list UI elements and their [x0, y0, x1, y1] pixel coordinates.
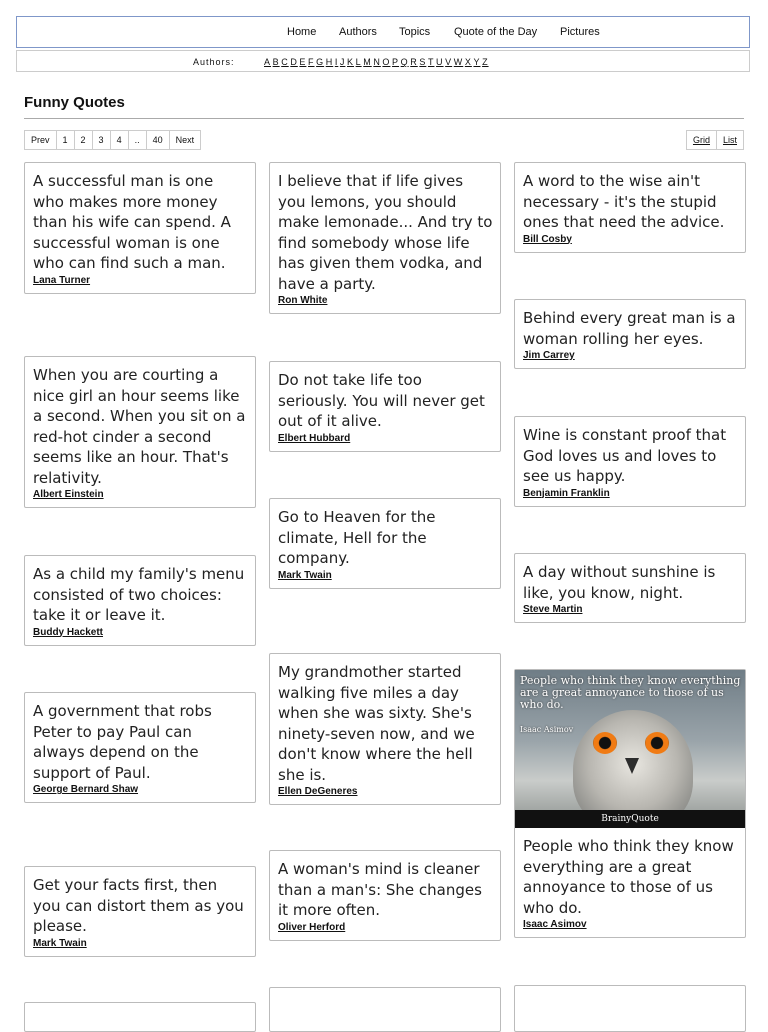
author-letter-w[interactable]: W: [453, 57, 464, 67]
quote-author[interactable]: Lana Turner: [33, 274, 91, 286]
author-letter-j[interactable]: J: [339, 57, 346, 67]
image-caption-author: Isaac Asimov: [520, 725, 574, 734]
quote-text[interactable]: Do not take life too seriously. You will never get out of it alive.: [278, 371, 485, 430]
quote-text[interactable]: My grandmother started walking five miles a day when she was sixty. She's ninety-seven now, and we don't know where the hell she is.: [278, 663, 475, 784]
author-letter-t[interactable]: T: [427, 57, 435, 67]
quote-card: [24, 162, 256, 294]
author-letter-c[interactable]: C: [281, 57, 289, 67]
author-letter-k[interactable]: K: [347, 57, 355, 67]
quote-text[interactable]: Wine is constant proof that God loves us and loves to see us happy.: [523, 426, 727, 485]
owl-beak: [625, 758, 639, 774]
author-letter-z[interactable]: Z: [482, 57, 489, 67]
quote-card: [514, 553, 746, 623]
author-letter-u[interactable]: U: [436, 57, 444, 67]
quote-text[interactable]: People who think they know everything are a great annoyance to those of us who do.: [523, 837, 734, 917]
author-letter-s[interactable]: S: [419, 57, 427, 67]
author-letter-o[interactable]: O: [382, 57, 391, 67]
next-page-button[interactable]: Next: [169, 130, 202, 150]
quote-card: [514, 299, 746, 369]
author-letter-m[interactable]: M: [363, 57, 372, 67]
quote-author[interactable]: Mark Twain: [278, 569, 332, 581]
quote-author[interactable]: Steve Martin: [523, 604, 583, 615]
page-3-link[interactable]: 3: [92, 130, 111, 150]
title-divider: [24, 118, 744, 119]
quote-text[interactable]: Go to Heaven for the climate, Hell for the company.: [278, 508, 436, 567]
quote-card: [24, 692, 256, 803]
quote-author[interactable]: Benjamin Franklin: [523, 487, 610, 499]
quote-text[interactable]: As a child my family's menu consisted of two choices: take it or leave it.: [33, 565, 245, 624]
author-letter-y[interactable]: Y: [473, 57, 481, 67]
author-letter-r[interactable]: R: [410, 57, 418, 67]
brand-logo: BrainyQuote: [515, 810, 745, 828]
quote-text[interactable]: When you are courting a nice girl an hour seems like a second. When you sit on a red-hot cinder a second seems like an hour. That's relativity.: [33, 366, 246, 487]
quote-text[interactable]: Get your facts first, then you can distort them as you please.: [33, 876, 244, 935]
author-letter-l[interactable]: L: [355, 57, 362, 67]
author-letter-d[interactable]: D: [290, 57, 298, 67]
author-letter-v[interactable]: V: [445, 57, 453, 67]
quote-card: [24, 356, 256, 508]
quote-author[interactable]: Bill Cosby: [523, 233, 572, 245]
quote-card: [514, 416, 746, 507]
grid-view-button[interactable]: Grid: [686, 130, 717, 150]
list-view-button[interactable]: List: [716, 130, 744, 150]
picture-quote-card: [514, 669, 746, 938]
owl-eye-left: [593, 732, 617, 754]
quote-card-partial: [24, 1002, 256, 1032]
quote-author[interactable]: Isaac Asimov: [523, 919, 587, 930]
quote-author[interactable]: Jim Carrey: [523, 350, 575, 361]
nav-pictures[interactable]: Pictures: [560, 26, 600, 38]
owl-eye-right: [645, 732, 669, 754]
quote-author[interactable]: Oliver Herford: [278, 921, 346, 933]
quote-card: [269, 162, 501, 314]
prev-page-button[interactable]: Prev: [24, 130, 57, 150]
quote-text[interactable]: Behind every great man is a woman rolling her eyes.: [523, 309, 736, 348]
author-letter-b[interactable]: B: [272, 57, 280, 67]
page-4-link[interactable]: 4: [110, 130, 129, 150]
author-letter-p[interactable]: P: [392, 57, 400, 67]
author-letter-i[interactable]: I: [334, 57, 339, 67]
quote-text[interactable]: I believe that if life gives you lemons, you should make lemonade... And try to find somebody whose life has given them vodka, and have a party.: [278, 172, 493, 293]
owl-quote-image[interactable]: [515, 670, 745, 828]
quote-card: [269, 653, 501, 805]
quote-text[interactable]: A successful man is one who makes more money than his wife can spend. A successful woman is one who can find such a man.: [33, 172, 231, 272]
author-letter-f[interactable]: F: [308, 57, 315, 67]
nav-quote-of-the-day[interactable]: Quote of the Day: [454, 26, 538, 38]
quote-text[interactable]: A woman's mind is cleaner than a man's: She changes it more often.: [278, 860, 482, 919]
quote-card: [24, 555, 256, 646]
quote-text[interactable]: A word to the wise ain't necessary - it's the stupid ones that need the advice.: [523, 172, 725, 231]
author-letter-x[interactable]: X: [464, 57, 472, 67]
quote-text[interactable]: A government that robs Peter to pay Paul can always depend on the support of Paul.: [33, 702, 212, 782]
view-toggle: [687, 130, 744, 150]
page-40-link[interactable]: 40: [146, 130, 170, 150]
quote-card-partial: [269, 987, 501, 1032]
pagination: [24, 130, 200, 150]
author-letter-q[interactable]: Q: [400, 57, 409, 67]
quote-card: [514, 162, 746, 253]
quote-card: [269, 850, 501, 941]
quote-author[interactable]: George Bernard Shaw: [33, 784, 139, 795]
image-caption: People who think they know everything are a great annoyance to those of us who do.: [520, 674, 741, 711]
page-ellipsis: ..: [128, 130, 147, 150]
page-title: Funny Quotes: [24, 94, 125, 111]
page-2-link[interactable]: 2: [74, 130, 93, 150]
nav-home[interactable]: Home: [287, 26, 317, 38]
quote-card: [269, 361, 501, 452]
quote-author[interactable]: Albert Einstein: [33, 489, 104, 500]
quote-card-partial: [514, 985, 746, 1032]
nav-topics[interactable]: Topics: [399, 26, 431, 38]
quote-author[interactable]: Ellen DeGeneres: [278, 786, 358, 797]
top-nav: [16, 16, 750, 48]
author-letter-g[interactable]: G: [316, 57, 325, 67]
quote-author[interactable]: Elbert Hubbard: [278, 432, 351, 444]
author-letter-a[interactable]: A: [264, 57, 272, 67]
quote-card: [269, 498, 501, 589]
page-1-link[interactable]: 1: [56, 130, 75, 150]
quote-author[interactable]: Ron White: [278, 295, 328, 306]
author-letter-h[interactable]: H: [325, 57, 334, 67]
quote-card: [24, 866, 256, 957]
quote-text[interactable]: A day without sunshine is like, you know, night.: [523, 563, 716, 602]
quote-author[interactable]: Buddy Hackett: [33, 626, 104, 638]
nav-authors[interactable]: Authors: [339, 26, 377, 38]
quote-author[interactable]: Mark Twain: [33, 937, 87, 949]
author-letters: [264, 57, 490, 67]
author-letter-n[interactable]: N: [373, 57, 381, 67]
authors-bar: [16, 50, 750, 72]
authors-label: Authors:: [193, 57, 235, 67]
author-letter-e[interactable]: E: [299, 57, 307, 67]
